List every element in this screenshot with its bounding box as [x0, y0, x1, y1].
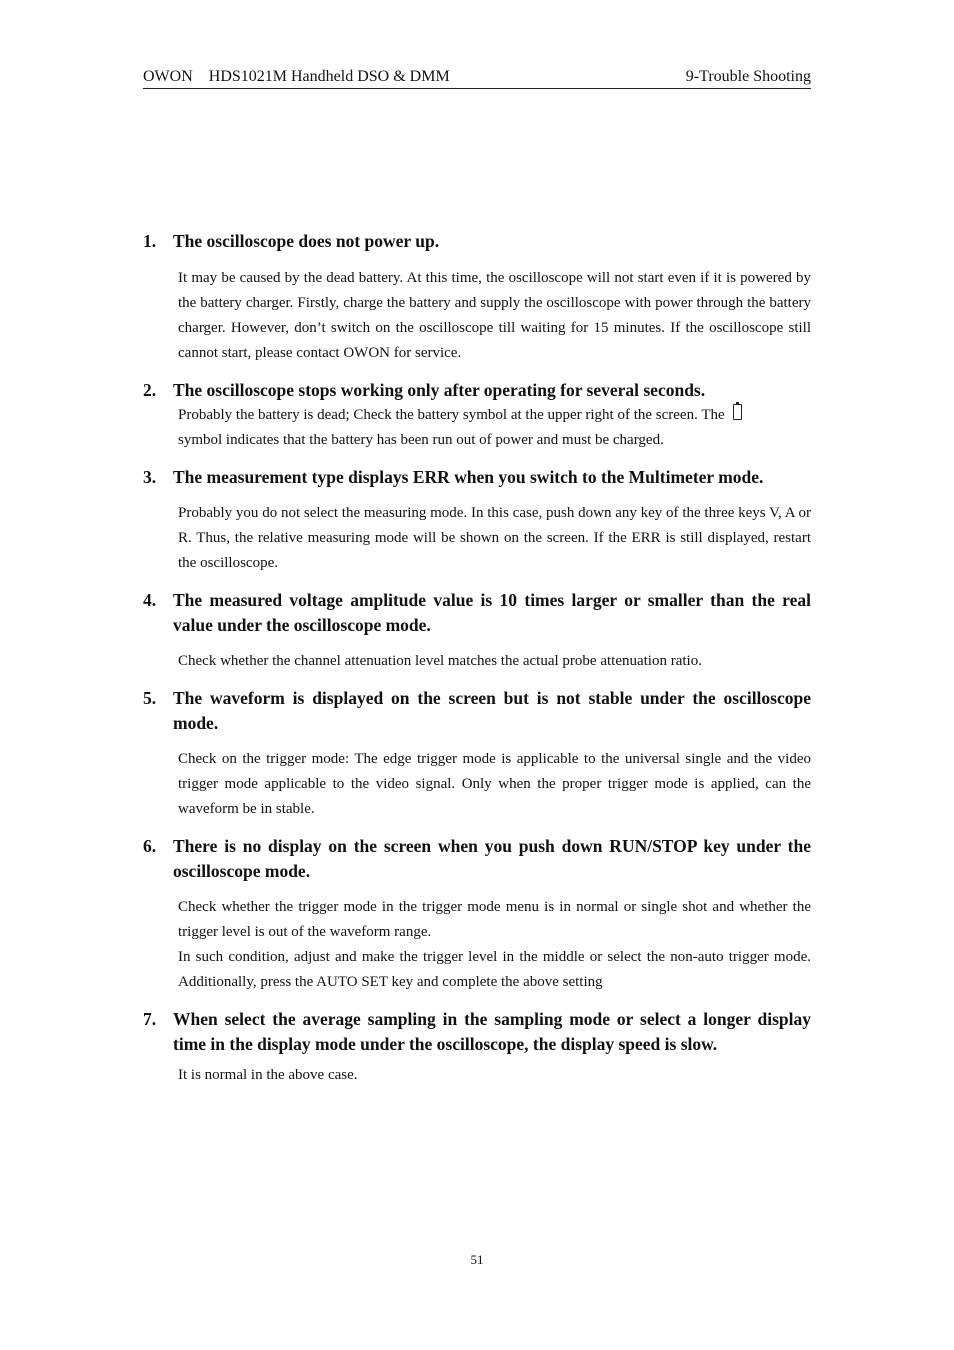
item-number: 3. — [143, 467, 157, 487]
item-number: 1. — [143, 231, 157, 251]
item-paragraph: It is normal in the above case. — [178, 1067, 358, 1083]
item-heading — [143, 588, 811, 638]
item-body — [178, 266, 811, 366]
item-heading — [143, 378, 811, 403]
item-number: 4. — [143, 590, 157, 610]
item-title: There is no display on the screen when you push down RUN/STOP key under the oscilloscope mode. — [173, 836, 811, 881]
item-heading — [143, 686, 811, 736]
item-number: 7. — [143, 1009, 157, 1029]
list-item — [143, 229, 811, 366]
item-title: When select the average sampling in the sampling mode or select a longer display time in the display mode under the oscilloscope, the display speed is slow. — [173, 1009, 811, 1054]
item-heading — [143, 465, 811, 490]
list-item — [143, 834, 811, 995]
item-title: The oscilloscope stops working only after operating for several seconds. — [173, 380, 706, 400]
list-item — [143, 378, 811, 453]
item-paragraph: Check whether the trigger mode in the trigger mode menu is in normal or single shot and whether the trigger level is out of the waveform range. — [178, 899, 811, 940]
item-paragraph: Check whether the channel attenuation level matches the actual probe attenuation ratio. — [178, 653, 702, 669]
item-paragraph: Probably you do not select the measuring mode. In this case, push down any key of the three keys V, A or R. Thus, the relative measuring mode will be shown on the screen. If the ERR is still displayed, restart the oscilloscope. — [178, 505, 811, 571]
item-body — [178, 649, 811, 674]
item-paragraph: In such condition, adjust and make the trigger level in the middle or select the non-auto trigger mode. Additionally, press the AUTO SET key and complete the above setting — [178, 949, 811, 990]
page-header — [143, 66, 811, 89]
header-title: OWON HDS1021M Handheld DSO & DMM — [143, 68, 450, 85]
item-title: The oscilloscope does not power up. — [173, 231, 440, 251]
battery-empty-icon — [733, 404, 742, 420]
item-heading — [143, 229, 811, 254]
item-title: The waveform is displayed on the screen but is not stable under the oscilloscope mode. — [173, 688, 811, 733]
list-item — [143, 686, 811, 822]
item-paragraph: symbol indicates that the battery has been run out of power and must be charged. — [178, 432, 664, 448]
item-title: The measurement type displays ERR when you switch to the Multimeter mode. — [173, 467, 764, 487]
item-body — [178, 747, 811, 822]
list-item — [143, 1007, 811, 1088]
item-body — [178, 403, 811, 453]
item-number: 5. — [143, 688, 157, 708]
item-body — [178, 501, 811, 576]
item-number: 2. — [143, 380, 157, 400]
header-section: 9-Trouble Shooting — [685, 68, 811, 85]
item-body — [178, 1063, 811, 1088]
list-item — [143, 465, 811, 576]
item-paragraph: Check on the trigger mode: The edge trigger mode is applicable to the universal single and the video trigger mode applicable to the video signal. Only when the proper trigger mode is applied, can the waveform be in stable. — [178, 751, 811, 817]
page-number: 51 — [470, 1252, 484, 1267]
troubleshooting-list — [143, 229, 811, 1088]
item-heading — [143, 834, 811, 884]
item-title: The measured voltage amplitude value is 10 times larger or smaller than the real value under the oscilloscope mode. — [173, 590, 811, 635]
item-paragraph: It may be caused by the dead battery. At this time, the oscilloscope will not start even if it is powered by the battery charger. Firstly, charge the battery and supply the oscilloscope with power through the battery charger. However, don’t switch on the oscilloscope till waiting for 15 minutes. If the oscilloscope still cannot start, please contact OWON for service. — [178, 270, 811, 361]
item-body — [178, 895, 811, 995]
list-item — [143, 588, 811, 674]
item-heading — [143, 1007, 811, 1057]
item-number: 6. — [143, 836, 157, 856]
item-paragraph-text: Probably the battery is dead; Check the battery symbol at the upper right of the screen. The — [178, 407, 725, 423]
item-paragraph — [178, 403, 811, 428]
